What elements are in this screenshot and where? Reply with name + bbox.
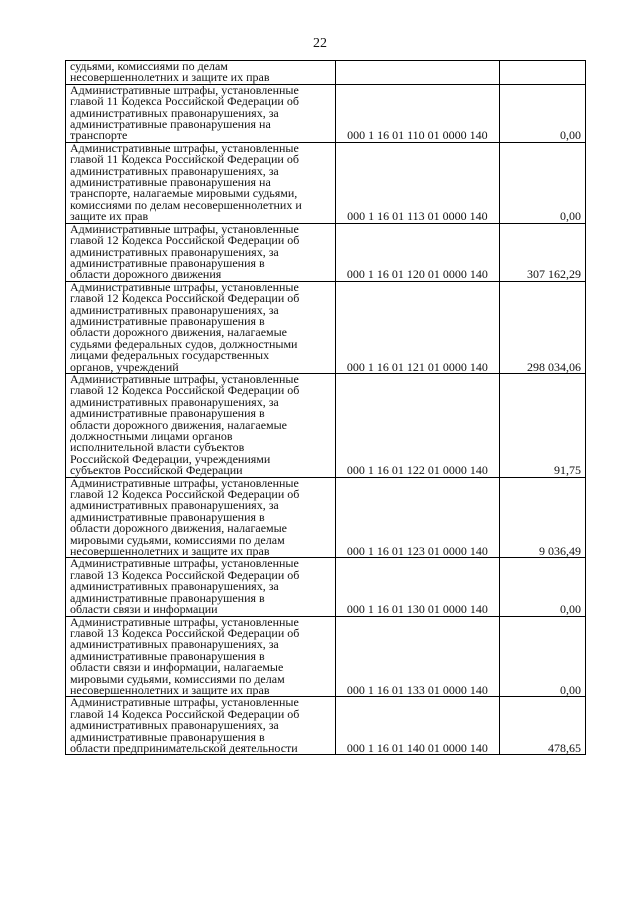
description-line: главой 12 Кодекса Российской Федерации об	[70, 233, 300, 248]
budget-code-cell: 000 1 16 01 133 01 0000 140	[336, 616, 500, 697]
description-line: административные правонарушения на	[70, 117, 271, 132]
description-line: административных правонарушениях, за	[70, 244, 279, 259]
description-line: административные правонарушения в	[70, 590, 265, 605]
description-line: несовершеннолетних и защите их прав	[70, 70, 270, 85]
description-line: административные правонарушения в	[70, 313, 265, 328]
budget-code-cell	[336, 61, 500, 85]
row-description	[66, 558, 336, 616]
row-description	[66, 223, 336, 281]
amount-cell: 307 162,29	[499, 223, 585, 281]
amount-cell: 478,65	[499, 697, 585, 755]
amount-cell: 0,00	[499, 558, 585, 616]
budget-code-cell: 000 1 16 01 120 01 0000 140	[336, 223, 500, 281]
description-line: транспорте	[70, 128, 128, 143]
row-description	[66, 281, 336, 373]
description-line: главой 12 Кодекса Российской Федерации об	[70, 291, 300, 306]
description-line: административные правонарушения на	[70, 175, 271, 190]
description-line: транспорте, налагаемые мировыми судьями,	[70, 186, 298, 201]
description-line: судьями, комиссиями по делам	[70, 59, 228, 73]
description-line: главой 12 Кодекса Российской Федерации об	[70, 383, 300, 398]
description-line: административных правонарушениях, за	[70, 163, 279, 178]
description-line: Административные штрафы, установленные	[70, 279, 299, 294]
description-line: Административные штрафы, установленные	[70, 556, 299, 571]
table-row	[66, 477, 586, 558]
description-line: Административные штрафы, установленные	[70, 695, 299, 710]
description-line: области связи и информации	[70, 602, 218, 617]
description-line: главой 11 Кодекса Российской Федерации об	[70, 94, 299, 109]
table-row	[66, 142, 586, 223]
row-description	[66, 697, 336, 755]
description-line: административные правонарушения в	[70, 255, 265, 270]
table-body	[66, 61, 586, 755]
description-line: защите их прав	[70, 209, 149, 224]
description-line: Административные штрафы, установленные	[70, 82, 299, 97]
description-line: области дорожного движения, налагаемые	[70, 325, 287, 340]
description-line: административных правонарушениях, за	[70, 394, 279, 409]
description-line: мировыми судьями, комиссиями по делам	[70, 671, 285, 686]
description-line: главой 13 Кодекса Российской Федерации об	[70, 625, 300, 640]
description-line: Административные штрафы, установленные	[70, 371, 299, 386]
row-description	[66, 142, 336, 223]
description-line: области дорожного движения	[70, 267, 222, 282]
description-line: области связи и информации, налагаемые	[70, 660, 284, 675]
row-description	[66, 84, 336, 142]
row-description	[66, 616, 336, 697]
budget-code-cell: 000 1 16 01 140 01 0000 140	[336, 697, 500, 755]
table-row	[66, 616, 586, 697]
description-line: главой 14 Кодекса Российской Федерации об	[70, 706, 300, 721]
description-line: административные правонарушения в	[70, 648, 265, 663]
description-line: лицами федеральных государственных	[70, 348, 270, 363]
description-line: главой 12 Кодекса Российской Федерации об	[70, 487, 300, 502]
description-line: административных правонарушениях, за	[70, 718, 279, 733]
revenue-table	[65, 60, 586, 755]
description-line: Российской Федерации, учреждениями	[70, 451, 271, 466]
budget-code-cell: 000 1 16 01 121 01 0000 140	[336, 281, 500, 373]
description-line: Административные штрафы, установленные	[70, 614, 299, 629]
description-line: судьями федеральных судов, должностными	[70, 336, 298, 351]
table-row	[66, 61, 586, 85]
description-line: главой 13 Кодекса Российской Федерации об	[70, 567, 300, 582]
amount-cell: 9 036,49	[499, 477, 585, 558]
description-line: Административные штрафы, установленные	[70, 140, 299, 155]
budget-code-cell: 000 1 16 01 113 01 0000 140	[336, 142, 500, 223]
description-line: несовершеннолетних и защите их прав	[70, 682, 270, 697]
description-line: комиссиями по делам несовершеннолетних и	[70, 197, 302, 212]
description-line: Административные штрафы, установленные	[70, 475, 299, 490]
table-row	[66, 697, 586, 755]
row-description	[66, 477, 336, 558]
budget-code-cell: 000 1 16 01 130 01 0000 140	[336, 558, 500, 616]
description-line: области дорожного движения, налагаемые	[70, 521, 287, 536]
description-line: главой 11 Кодекса Российской Федерации об	[70, 152, 299, 167]
description-line: области дорожного движения, налагаемые	[70, 417, 287, 432]
description-line: мировыми судьями, комиссиями по делам	[70, 532, 285, 547]
page-number: 22	[313, 36, 327, 51]
amount-cell	[499, 61, 585, 85]
description-line: исполнительной власти субъектов	[70, 440, 245, 455]
amount-cell: 0,00	[499, 142, 585, 223]
description-line: Административные штрафы, установленные	[70, 221, 299, 236]
description-line: административные правонарушения в	[70, 509, 265, 524]
amount-cell: 0,00	[499, 84, 585, 142]
amount-cell: 0,00	[499, 616, 585, 697]
description-line: органов, учреждений	[70, 359, 179, 374]
description-line: административные правонарушения в	[70, 729, 265, 744]
table-row	[66, 373, 586, 477]
description-line: области предпринимательской деятельности	[70, 740, 298, 755]
table-row	[66, 558, 586, 616]
row-description	[66, 373, 336, 477]
description-line: должностными лицами органов	[70, 429, 233, 443]
description-line: административных правонарушениях, за	[70, 637, 279, 652]
row-description	[66, 61, 336, 85]
budget-code-cell: 000 1 16 01 122 01 0000 140	[336, 373, 500, 477]
amount-cell: 91,75	[499, 373, 585, 477]
description-line: субъектов Российской Федерации	[70, 463, 243, 478]
description-line: административных правонарушениях, за	[70, 105, 279, 120]
description-line: административные правонарушения в	[70, 406, 265, 421]
budget-code-cell: 000 1 16 01 110 01 0000 140	[336, 84, 500, 142]
description-line: несовершеннолетних и защите их прав	[70, 544, 270, 559]
budget-code-cell: 000 1 16 01 123 01 0000 140	[336, 477, 500, 558]
table-row	[66, 84, 586, 142]
amount-cell: 298 034,06	[499, 281, 585, 373]
description-line: административных правонарушениях, за	[70, 498, 279, 513]
table-row	[66, 223, 586, 281]
table-row	[66, 281, 586, 373]
description-line: административных правонарушениях, за	[70, 302, 279, 317]
description-line: административных правонарушениях, за	[70, 579, 279, 594]
